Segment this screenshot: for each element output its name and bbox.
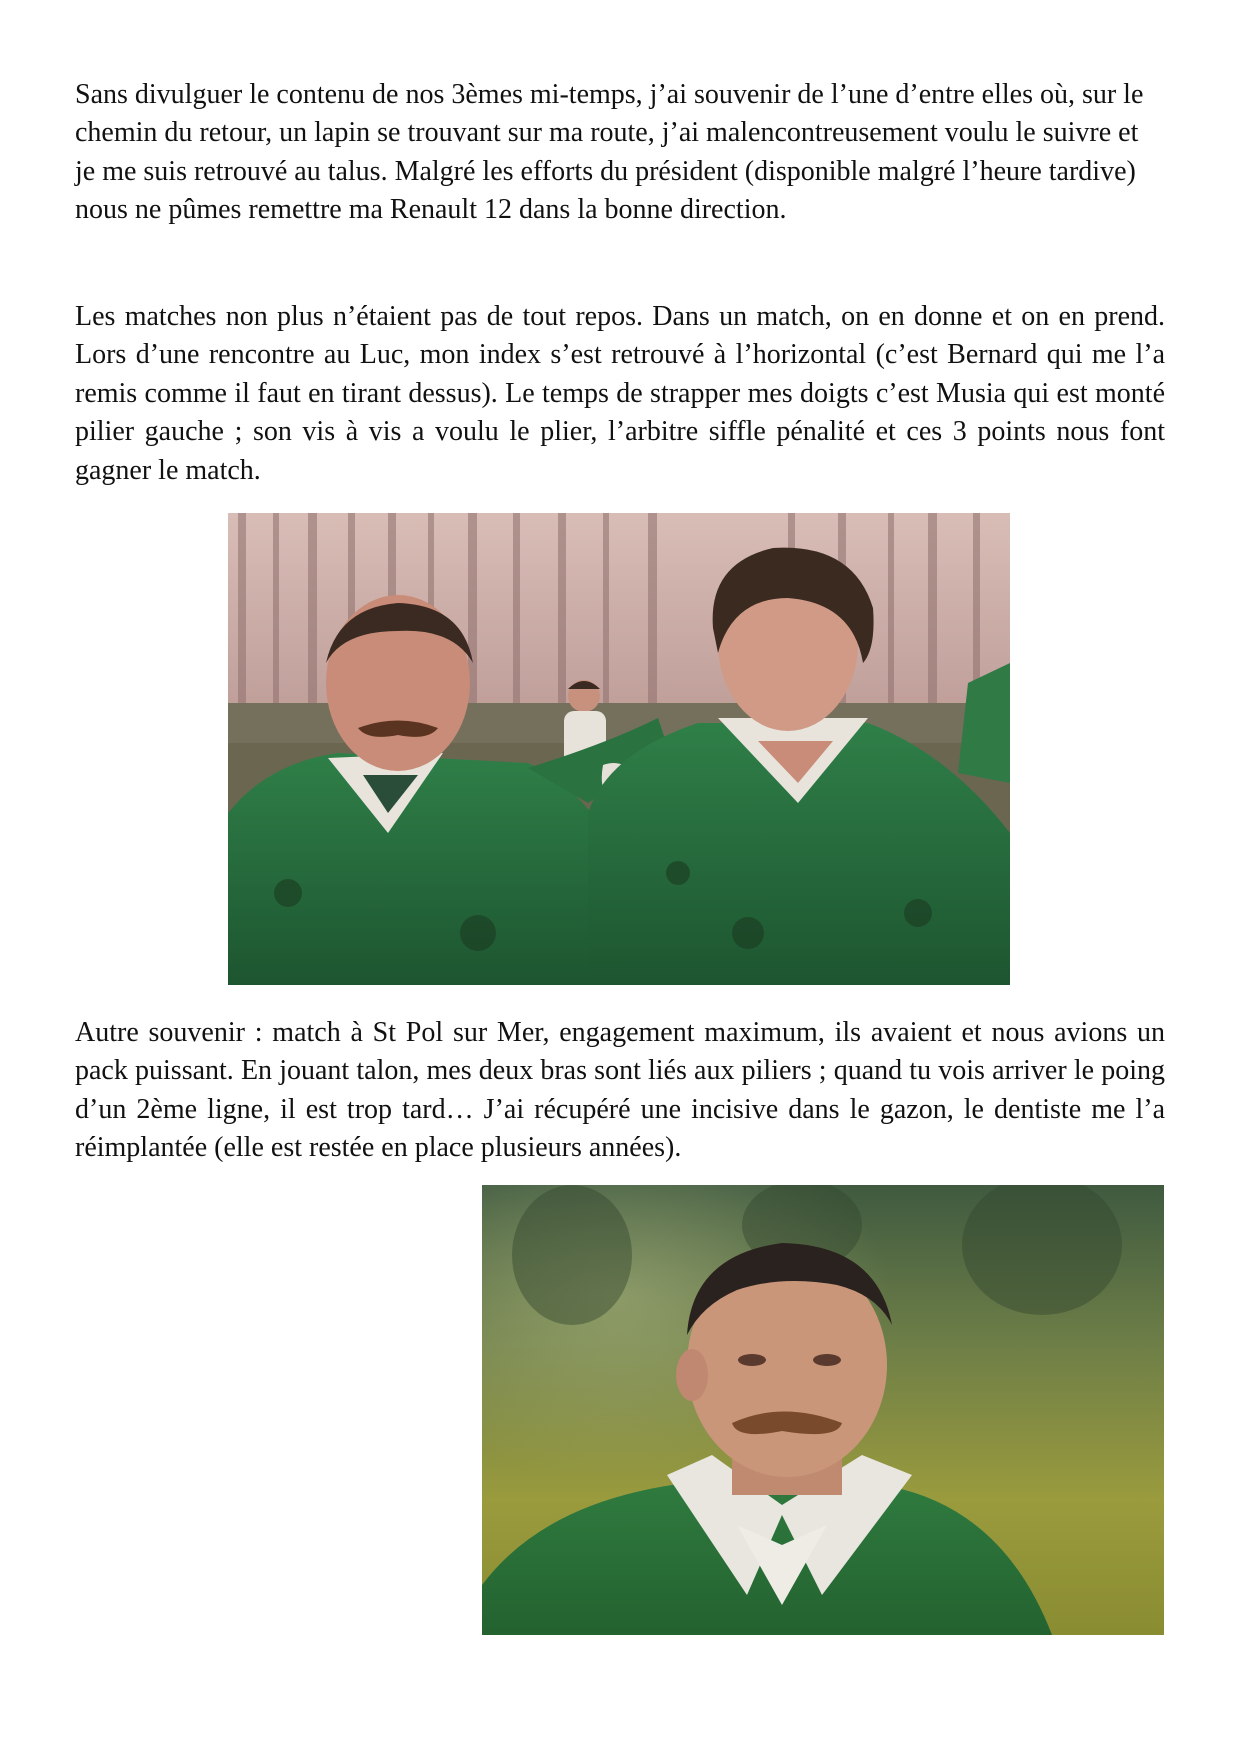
paragraph-third-half-memory: Sans divulguer le contenu de nos 3èmes mi-temps, j’ai souvenir de l’une d’entre elles où, sur le chemin du retour, un lapin se trouvant sur ma route, j’ai malencontreusement voulu le suivre et je me suis retrouvé au talus. Malgré les efforts du président (disponible malgré l’heure tardive) nous ne pûmes remettre ma Renault 12 dans la bonne direction. [75, 79, 1144, 226]
paragraph-st-pol-memory: Autre souvenir : match à St Pol sur Mer, engagement maximum, ils avaient et nous avions un pack puissant. En jouant talon, mes deux bras sont liés aux piliers ; quand tu vois arriver le poing d’un 2ème ligne, il est trop tard… J’ai récupéré une incisive dans le gazon, le dentiste me l’a réimplantée (elle est restée en place plusieurs années). [75, 1017, 1165, 1164]
photo-two-rugby-players-image [228, 513, 1010, 985]
photo-two-rugby-players [228, 513, 1010, 985]
paragraph-matches-memory: Les matches non plus n’étaient pas de tout repos. Dans un match, on en donne et on en prend. Lors d’une rencontre au Luc, mon index s’est retrouvé à l’horizontal (c’est Bernard qui me l’a remis comme il faut en tirant dessus). Le temps de strapper mes doigts c’est Musia qui est monté pilier gauche ; son vis à vis a voulu le plier, l’arbitre siffle pénalité et ces 3 points nous font gagner le match. [75, 301, 1165, 486]
photo-rugby-player-portrait-image [482, 1185, 1164, 1635]
photo-rugby-player-portrait [482, 1185, 1164, 1635]
